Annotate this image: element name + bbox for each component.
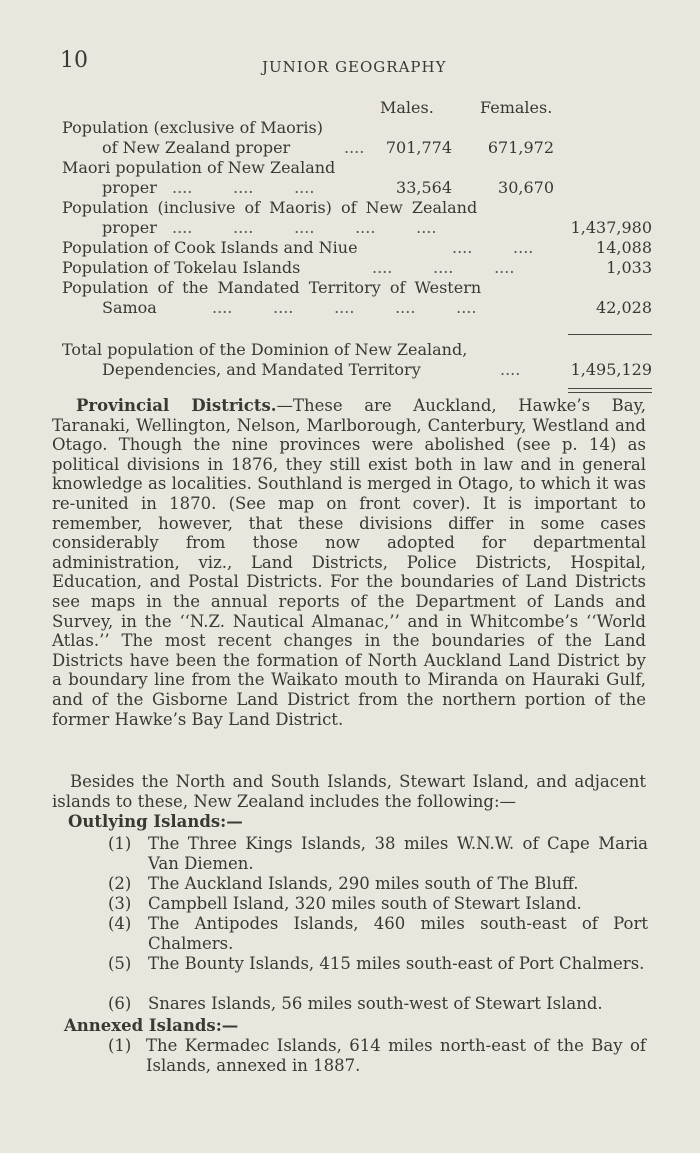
list-item: Snares Islands, 56 miles south-west of Stewart Island. (148, 994, 603, 1013)
page-number: 10 (60, 48, 88, 73)
leader-dots: .... .... .... .... .... (212, 298, 477, 317)
grand-total-value: 1,495,129 (570, 360, 652, 379)
table-row (62, 218, 652, 238)
total-value: 14,088 (596, 238, 652, 257)
list-item: The Bounty Islands, 415 miles south-east of Port Chalmers. (148, 954, 645, 973)
table-row (62, 118, 652, 138)
row-label: Population of Cook Islands and Niue (62, 238, 358, 257)
running-head: JUNIOR GEOGRAPHY (262, 58, 447, 76)
table-row (62, 298, 652, 318)
table-row (62, 238, 652, 258)
subtotal-rule (568, 334, 652, 335)
row-label: Population (inclusive of Maoris) of New Zealand (62, 198, 478, 217)
total-double-rule-top (568, 388, 652, 389)
leader-dots: .... .... .... (372, 258, 515, 277)
row-label-cont: proper (102, 218, 157, 237)
row-label-cont: proper (102, 178, 157, 197)
population-table (62, 98, 652, 318)
outlying-islands-heading: Outlying Islands:— (68, 812, 243, 831)
list-item-number: (6) (108, 994, 132, 1013)
leader-dots: .... (344, 138, 365, 157)
females-value: 30,670 (498, 178, 554, 197)
list-item: The Auckland Islands, 290 miles south of The Bluff. (148, 874, 579, 893)
row-label-cont: of New Zealand proper (102, 138, 291, 157)
list-item-number: (4) (108, 914, 132, 933)
table-row (62, 178, 652, 198)
leader-dots: .... .... .... (172, 178, 315, 197)
list-item-number: (5) (108, 954, 132, 973)
males-value: 701,774 (385, 138, 452, 157)
leader-dots: .... .... (452, 238, 534, 257)
total-value: 1,033 (606, 258, 652, 277)
males-value: 33,564 (396, 178, 452, 197)
row-label: Maori population of New Zealand (62, 158, 336, 177)
table-row (62, 198, 652, 218)
list-item: Campbell Island, 320 miles south of Stewart Island. (148, 894, 582, 913)
leader-dots: .... .... .... .... .... (172, 218, 437, 237)
grand-total (62, 340, 652, 380)
table-row (62, 258, 652, 278)
table-header-row (62, 98, 652, 118)
list-item: The Kermadec Islands, 614 miles north-east of the Bay of Islands, annexed in 1887. (146, 1036, 646, 1075)
provincial-text: —These are Auckland, Hawke’s Bay, Taranaki, Wellington, Nelson, Marlborough, Canterbury, Westland and Otago. Though the nine provinces were abolished (see p. 14) as political divisions in 1876, they still exist both in law and in general knowledge as localities. Southland is merged in Otago, to which it was re-united in 1870. (See map on front cover). It is important to remember, however, that these divisions differ in some cases considerably from those now adopted for departmental administration, viz., Land Districts, Police Districts, Hospital, Education, and Postal Districts. For the boundaries of Land Districts see maps in the annual reports of the Department of Lands and Survey, in the ‘‘N.Z. Nautical Almanac,’’ and in Whitcombe’s ‘‘World Atlas.’’ The most recent changes in the boundaries of the Land Districts have been the formation of North Auckland Land District by a boundary line from the Waikato mouth to Miranda on Hauraki Gulf, and of the Gisborne Land District from the northern portion of the former Hawke’s Bay Land District. (52, 396, 646, 729)
grand-total-row (62, 360, 652, 380)
column-header-females: Females. (480, 98, 553, 117)
total-double-rule-bottom (568, 392, 652, 393)
grand-total-label: Total population of the Dominion of New Zealand, (62, 340, 468, 359)
total-value: 42,028 (596, 298, 652, 317)
list-item: The Three Kings Islands, 38 miles W.N.W. of Cape Maria Van Diemen. (148, 834, 648, 873)
row-label: Population (exclusive of Maoris) (62, 118, 323, 137)
annexed-islands-heading: Annexed Islands:— (64, 1016, 239, 1035)
provincial-heading: Provincial Districts. (76, 396, 277, 415)
row-label: Population of the Mandated Territory of Western (62, 278, 482, 297)
list-item-number: (1) (108, 834, 132, 853)
list-item-number: (1) (108, 1036, 132, 1055)
list-item: The Antipodes Islands, 460 miles south-east of Port Chalmers. (148, 914, 648, 953)
column-header-males: Males. (380, 98, 434, 117)
females-value: 671,972 (487, 138, 554, 157)
table-row (62, 138, 652, 158)
row-label: Population of Tokelau Islands (62, 258, 301, 277)
list-item-number: (2) (108, 874, 132, 893)
leader-dots: .... (500, 360, 521, 379)
table-row (62, 158, 652, 178)
besides-paragraph: Besides the North and South Islands, Stewart Island, and adjacent islands to these, New Zealand includes the following:— (52, 772, 646, 811)
table-row (62, 278, 652, 298)
total-value: 1,437,980 (570, 218, 652, 237)
provincial-districts-paragraph (52, 396, 646, 729)
grand-total-label-cont: Dependencies, and Mandated Territory (102, 360, 421, 379)
grand-total-row (62, 340, 652, 360)
row-label-cont: Samoa (102, 298, 157, 317)
list-item-number: (3) (108, 894, 132, 913)
